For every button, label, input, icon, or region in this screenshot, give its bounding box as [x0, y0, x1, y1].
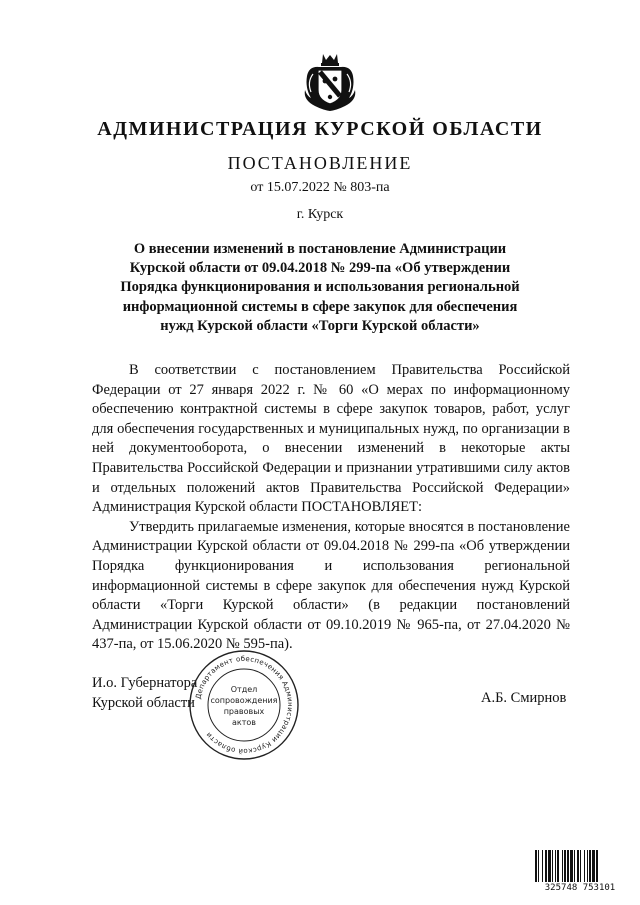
barcode-bar [548, 850, 551, 882]
barcode-bar [535, 850, 537, 882]
svg-text:Департамент обеспечения Админи [194, 655, 294, 755]
stamp-line-3: правовых [223, 707, 265, 716]
document-subject: О внесении изменений в постановление Администрации Курской области от 09.04.2018 № 299-па «Об утверждении Порядка функционирования и использования региональной информационной системы в сфере закупок для обеспечения нужд Курской области «Торги Курской области» [120, 241, 520, 334]
stamp-line-4: актов [231, 718, 257, 727]
barcode-bar [545, 850, 547, 882]
barcode-bar [542, 850, 543, 882]
document-type: ПОСТАНОВЛЕНИЕ [227, 153, 413, 173]
signer-name: А.Б. Смирнов [481, 690, 567, 706]
document-city: г. Курск [296, 207, 344, 222]
signer-position-line-1: И.о. Губернатора [92, 675, 198, 691]
barcode-number: 325748 753101 [544, 883, 616, 893]
barcode-bar [577, 850, 579, 882]
barcode-bar [552, 850, 553, 882]
body-paragraph-1: В соответствии с постановлением Правительства Российской Федерации от 27 января 2022 г. № 60 «О мерах по информационному обеспечению контрактной системы в сфере закупок товаров, работ, услуг для обеспечения государственных и муниципальных нужд, по организации в ней документооборота, о внесении изменений в некоторые акты Правительства Российской Федерации и признании утратившими силу актов и отдельных положений актов Правительства Российской Федерации» Администрация Курской области ПОСТАНОВЛЯЕТ: [92, 362, 570, 516]
stamp-ring-text: Департамент обеспечения Администрации Курской области [194, 654, 295, 756]
document-body [92, 361, 570, 655]
document-date-number: от 15.07.2022 № 803-па [250, 180, 390, 195]
barcode-bar [587, 850, 588, 882]
barcode-bar [538, 850, 539, 882]
barcode-bar [592, 850, 595, 882]
barcode-bar [557, 850, 559, 882]
body-paragraph-2: Утвердить прилагаемые изменения, которые вносятся в постановление Администрации Курской области от 09.04.2018 № 299-па «Об утверждении Порядка функционирования и использования региональной информационной системы в сфере закупок для обеспечения нужд Курской области «Торги Курской области» (в редакции постановлений Администрации Курской области от 09.10.2019 № 965-па, от 27.04.2020 № 437-па, от 15.06.2020 № 595-па). [92, 518, 570, 653]
official-stamp [188, 648, 300, 762]
barcode-bar [596, 850, 598, 882]
stamp-line-2: сопровождения [210, 696, 278, 705]
signer-position-line-2: Курской области [92, 694, 195, 711]
signer-position [92, 674, 197, 713]
barcode-bar [564, 850, 566, 882]
barcode-bar [562, 850, 563, 882]
barcode-bar [555, 850, 556, 882]
barcode-bar [580, 850, 581, 882]
barcode-bar [589, 850, 591, 882]
coat-of-arms-emblem [301, 52, 359, 112]
barcode-bar [574, 850, 575, 882]
barcode-bar [584, 850, 585, 882]
barcode-bar [570, 850, 573, 882]
organization-name: АДМИНИСТРАЦИЯ КУРСКОЙ ОБЛАСТИ [97, 118, 543, 140]
barcode-bar [567, 850, 569, 882]
stamp-line-1: Отдел [230, 685, 258, 694]
